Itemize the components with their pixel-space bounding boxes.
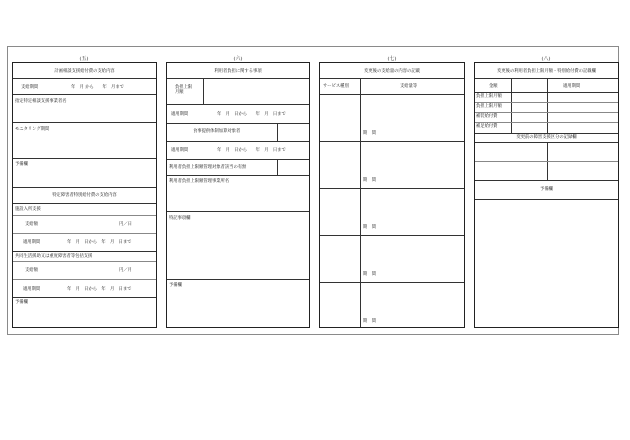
period-label: 支給期間 (21, 85, 39, 90)
meal-label: 食事提供体制加算対象者 (193, 129, 241, 134)
sub-title: 変更前の障害支援区分の記録欄 (516, 135, 577, 140)
facility-label: 施設入所支援 (15, 207, 41, 212)
period-2: 期 間 (363, 178, 376, 183)
monitoring-label: モニタリング期間 (15, 127, 50, 132)
section-7-title: 変更後の支給量の内容の記載 (364, 69, 420, 74)
period-1: 期 間 (363, 131, 376, 136)
amount2-unit: 円／月 (119, 268, 132, 273)
mgmt-label: 利用者負担上限額管理対象者該当の有無 (169, 165, 247, 170)
apply2-label: 適用期間 (171, 148, 189, 153)
section-8-number: (八) (541, 56, 551, 62)
section-5-title: 計画相談支援給付費の支給内容 (54, 69, 115, 74)
col-amount: 支給量等 (400, 84, 418, 89)
notes-label: 予備欄 (540, 187, 553, 192)
mgmt-office-label: 利用者負担上限額管理事業所名 (169, 179, 230, 184)
section-5-number: (五) (79, 56, 89, 62)
apply-label: 適用期間 (23, 240, 41, 245)
apply2-value: 年 月 日から 年 月 日まで (217, 148, 286, 153)
period-value: 年 月 から 年 月まで (71, 85, 124, 90)
sub-title: 特定障害者特別給付費の支給内容 (52, 193, 117, 198)
col-service-type: サービス種別 (323, 84, 349, 89)
section-6-title: 利用者負担に関する事項 (214, 69, 262, 74)
row-supp-2: 補足給付費 (476, 124, 498, 129)
section-6-number: (六) (233, 56, 243, 62)
apply-value: 年 月 日から 年 月 日まで (67, 240, 132, 245)
amount2-label: 支給額 (25, 268, 38, 273)
apply-value: 年 月 日から 年 月 日まで (217, 112, 286, 117)
apply2-label: 適用期間 (23, 287, 41, 292)
cap-label: 負担上限 月額 (175, 85, 193, 95)
period-4: 期 間 (363, 272, 376, 277)
apply2-value: 年 月 日から 年 月 日まで (67, 287, 132, 292)
section-5-box (12, 62, 157, 328)
notes-label: 予備欄 (15, 162, 28, 167)
section-8-box (474, 62, 619, 328)
special-label: 特記事項欄 (169, 216, 191, 221)
section-7-box (319, 62, 465, 328)
agency-label: 指定特定相談支援事業者名 (15, 99, 67, 104)
row-supp-1: 補装給付費 (476, 114, 498, 119)
amount-unit: 円／日 (119, 222, 132, 227)
section-7-number: (七) (387, 56, 397, 62)
row-cap-1: 負担上限月額 (476, 94, 502, 99)
row-cap-2: 負担上限月額 (476, 104, 502, 109)
section-6-box (166, 62, 310, 328)
apply-label: 適用期間 (171, 112, 189, 117)
col-amount: 金額 (489, 84, 498, 89)
section-8-title: 変更後の利用者負担上限月額・特別給付費の記載欄 (497, 69, 596, 74)
notes2-label: 予備欄 (15, 300, 28, 305)
period-3: 期 間 (363, 225, 376, 230)
col-apply-period: 適用期間 (563, 84, 581, 89)
notes-label: 予備欄 (169, 283, 182, 288)
group-label: 共同生活援助又は重度障害者等包括支援 (15, 254, 93, 259)
amount-label: 支給額 (25, 222, 38, 227)
period-5: 期 間 (363, 319, 376, 324)
